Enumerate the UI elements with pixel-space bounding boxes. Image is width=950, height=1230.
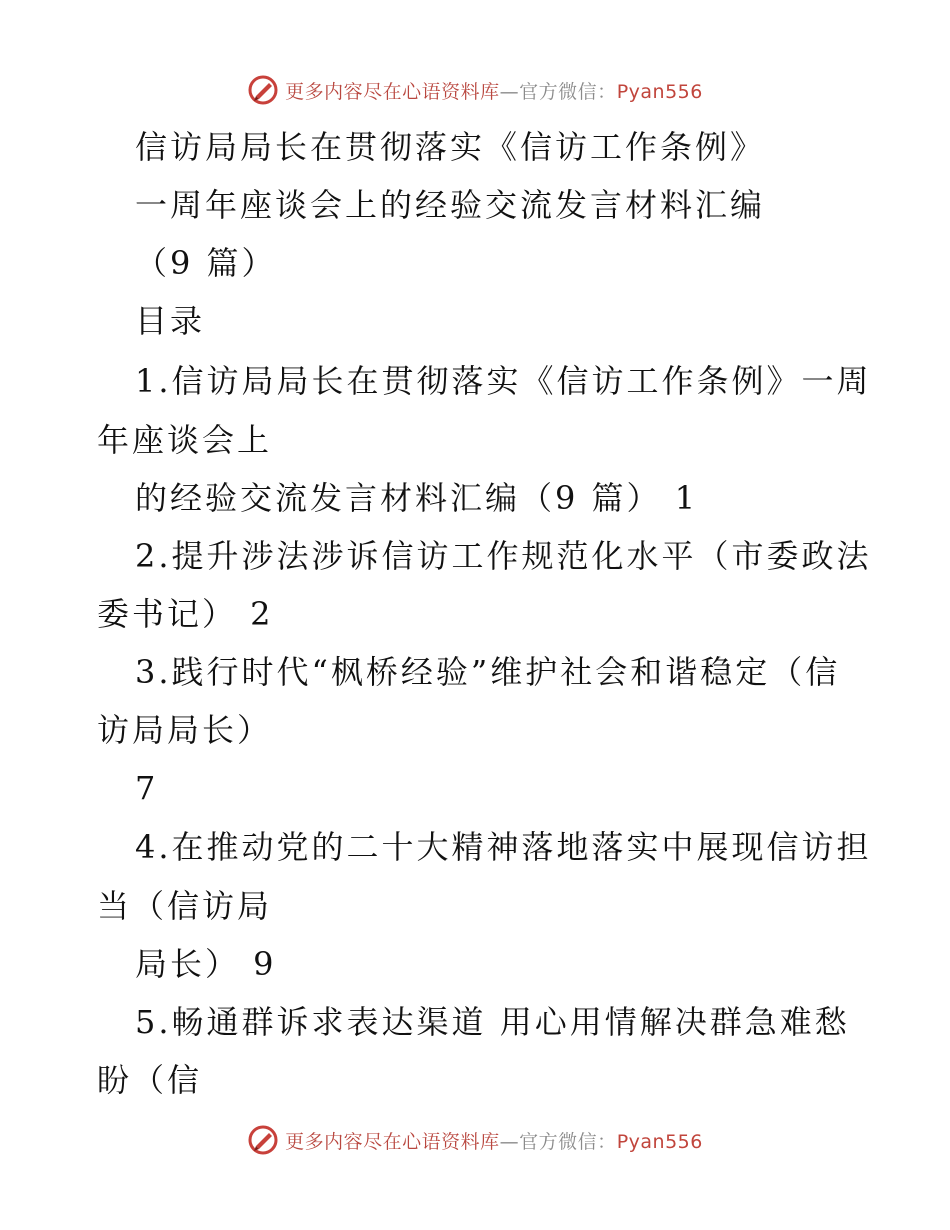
- toc-item-4-line-3: 局长） 9: [135, 945, 277, 983]
- toc-heading: 目录: [135, 302, 206, 340]
- watermark-main: 更多内容尽在心语资料库: [285, 1130, 500, 1153]
- doc-title-line-1: 信访局局长在贯彻落实《信访工作条例》: [135, 128, 766, 166]
- toc-item-1-line-3: 的经验交流发言材料汇编（9 篇） 1: [135, 479, 699, 517]
- watermark-dash: —: [499, 80, 520, 103]
- watermark-banner-bottom: [0, 1120, 950, 1160]
- doc-title-line-2: 一周年座谈会上的经验交流发言材料汇编: [135, 186, 766, 224]
- watermark-wechat-id: Pyan556: [616, 80, 703, 103]
- toc-item-2-line-1: 2.提升涉法涉诉信访工作规范化水平（市委政法: [135, 537, 872, 575]
- toc-item-3-line-1: 3.践行时代“枫桥经验”维护社会和谐稳定（信: [135, 653, 841, 691]
- toc-item-2-line-2: 委书记） 2: [97, 595, 274, 633]
- watermark-wechat-label: 官方微信：: [519, 80, 617, 103]
- watermark-main: 更多内容尽在心语资料库: [285, 80, 500, 103]
- watermark-banner-top: [0, 70, 950, 110]
- toc-item-5-line-2: 盼（信: [97, 1061, 203, 1099]
- toc-item-4-line-2: 当（信访局: [97, 887, 273, 925]
- watermark-text: [285, 77, 703, 104]
- toc-item-3-line-3: 7: [135, 769, 159, 807]
- toc-item-5-line-1: 5.畅通群诉求表达渠道 用心用情解决群急难愁: [135, 1003, 850, 1041]
- doc-title-line-3: （9 篇）: [135, 244, 277, 282]
- pen-seal-logo-icon: [247, 74, 279, 106]
- watermark-wechat-id: Pyan556: [616, 1130, 703, 1153]
- toc-item-1-line-1: 1.信访局局长在贯彻落实《信访工作条例》一周: [135, 362, 872, 400]
- watermark-dash: —: [499, 1130, 520, 1153]
- toc-item-3-line-2: 访局局长）: [97, 711, 273, 749]
- watermark-text: [285, 1127, 703, 1154]
- watermark-wechat-label: 官方微信：: [519, 1130, 617, 1153]
- toc-item-1-line-2: 年座谈会上: [97, 421, 273, 459]
- pen-seal-logo-icon: [247, 1124, 279, 1156]
- toc-item-4-line-1: 4.在推动党的二十大精神落地落实中展现信访担: [135, 828, 872, 866]
